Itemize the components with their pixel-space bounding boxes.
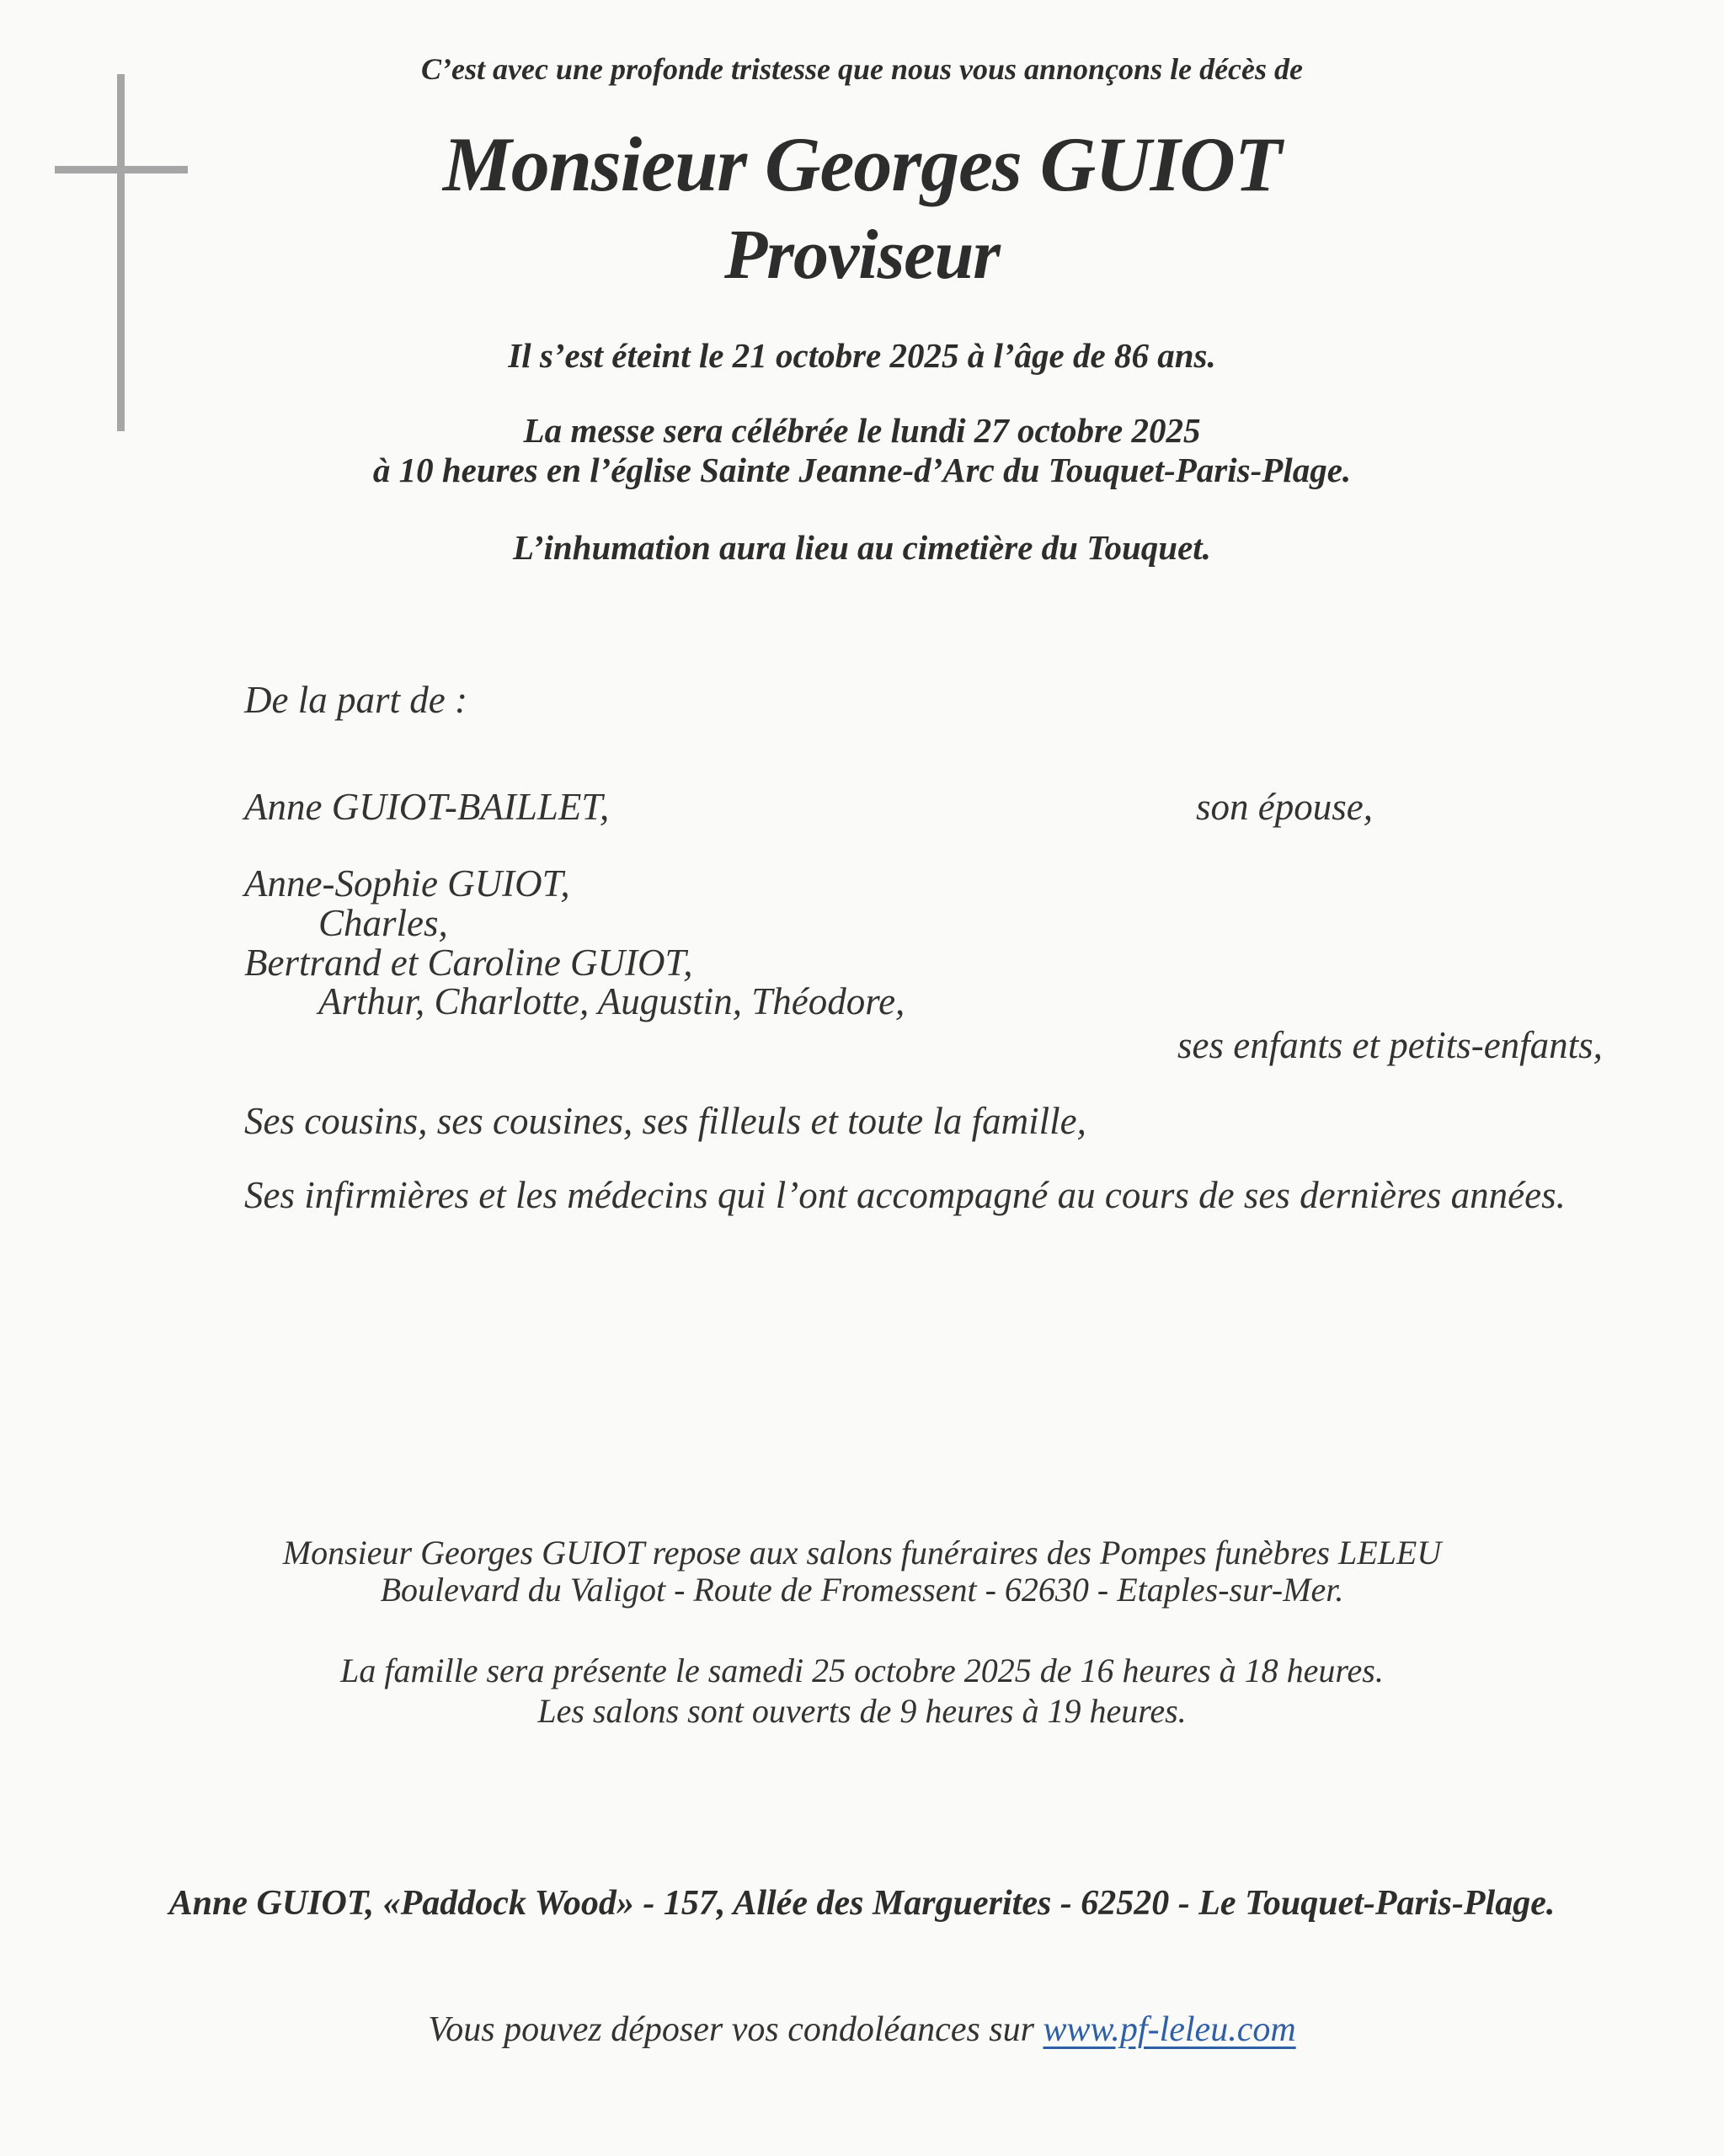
visitation-line-1: La famille sera présente le samedi 25 octobre 2025 de 16 heures à 18 heures. — [340, 1652, 1384, 1689]
funeral-home-line-1: Monsieur Georges GUIOT repose aux salons funéraires des Pompes funèbres LELEU — [282, 1534, 1442, 1572]
family-cousins: Ses cousins, ses cousines, ses filleuls et toute la famille, — [244, 1100, 1086, 1142]
family-children-role: ses enfants et petits-enfants, — [1177, 1024, 1603, 1066]
mass-line-2: à 10 heures en l’église Sainte Jeanne-d’Arc du Touquet-Paris-Plage. — [372, 451, 1352, 489]
visitation-line-2: Les salons sont ouverts de 9 heures à 19 heures. — [537, 1692, 1187, 1730]
condolences-link[interactable]: www.pf-leleu.com — [1043, 2010, 1296, 2049]
family-address: Anne GUIOT, «Paddock Wood» - 157, Allée des Marguerites - 62520 - Le Touquet-Paris-Plage. — [168, 1884, 1556, 1923]
family-caregivers: Ses infirmières et les médecins qui l’ont accompagné au cours de ses dernières années. — [244, 1174, 1566, 1216]
family-spouse-name: Anne GUIOT-BAILLET, — [244, 786, 610, 828]
deceased-name: Monsieur Georges GUIOT — [442, 121, 1282, 207]
family-child-1: Anne-Sophie GUIOT, — [244, 862, 570, 905]
family-grandchildren-1: Charles, — [318, 902, 448, 944]
deceased-title: Proviseur — [724, 216, 1000, 294]
mass-announcement — [0, 411, 1724, 490]
funeral-home-line-2: Boulevard du Valigot - Route de Fromessent - 62630 - Etaples-sur-Mer. — [380, 1571, 1344, 1609]
condolences-text: Vous pouvez déposer vos condoléances sur — [428, 2010, 1043, 2049]
from-label: De la part de : — [244, 679, 467, 721]
death-notice: Il s’est éteint le 21 octobre 2025 à l’âge de 86 ans. — [508, 336, 1216, 375]
burial-notice: L’inhumation aura lieu au cimetière du Touquet. — [513, 528, 1211, 567]
intro-line: C’est avec une profonde tristesse que nous vous annonçons le décès de — [421, 52, 1303, 86]
family-child-2: Bertrand et Caroline GUIOT, — [244, 942, 693, 984]
condolences-line — [0, 2009, 1724, 2050]
family-spouse-role: son épouse, — [1196, 786, 1373, 828]
mass-line-1: La messe sera célébrée le lundi 27 octobre 2025 — [523, 411, 1201, 450]
family-grandchildren-2: Arthur, Charlotte, Augustin, Théodore, — [318, 980, 905, 1022]
